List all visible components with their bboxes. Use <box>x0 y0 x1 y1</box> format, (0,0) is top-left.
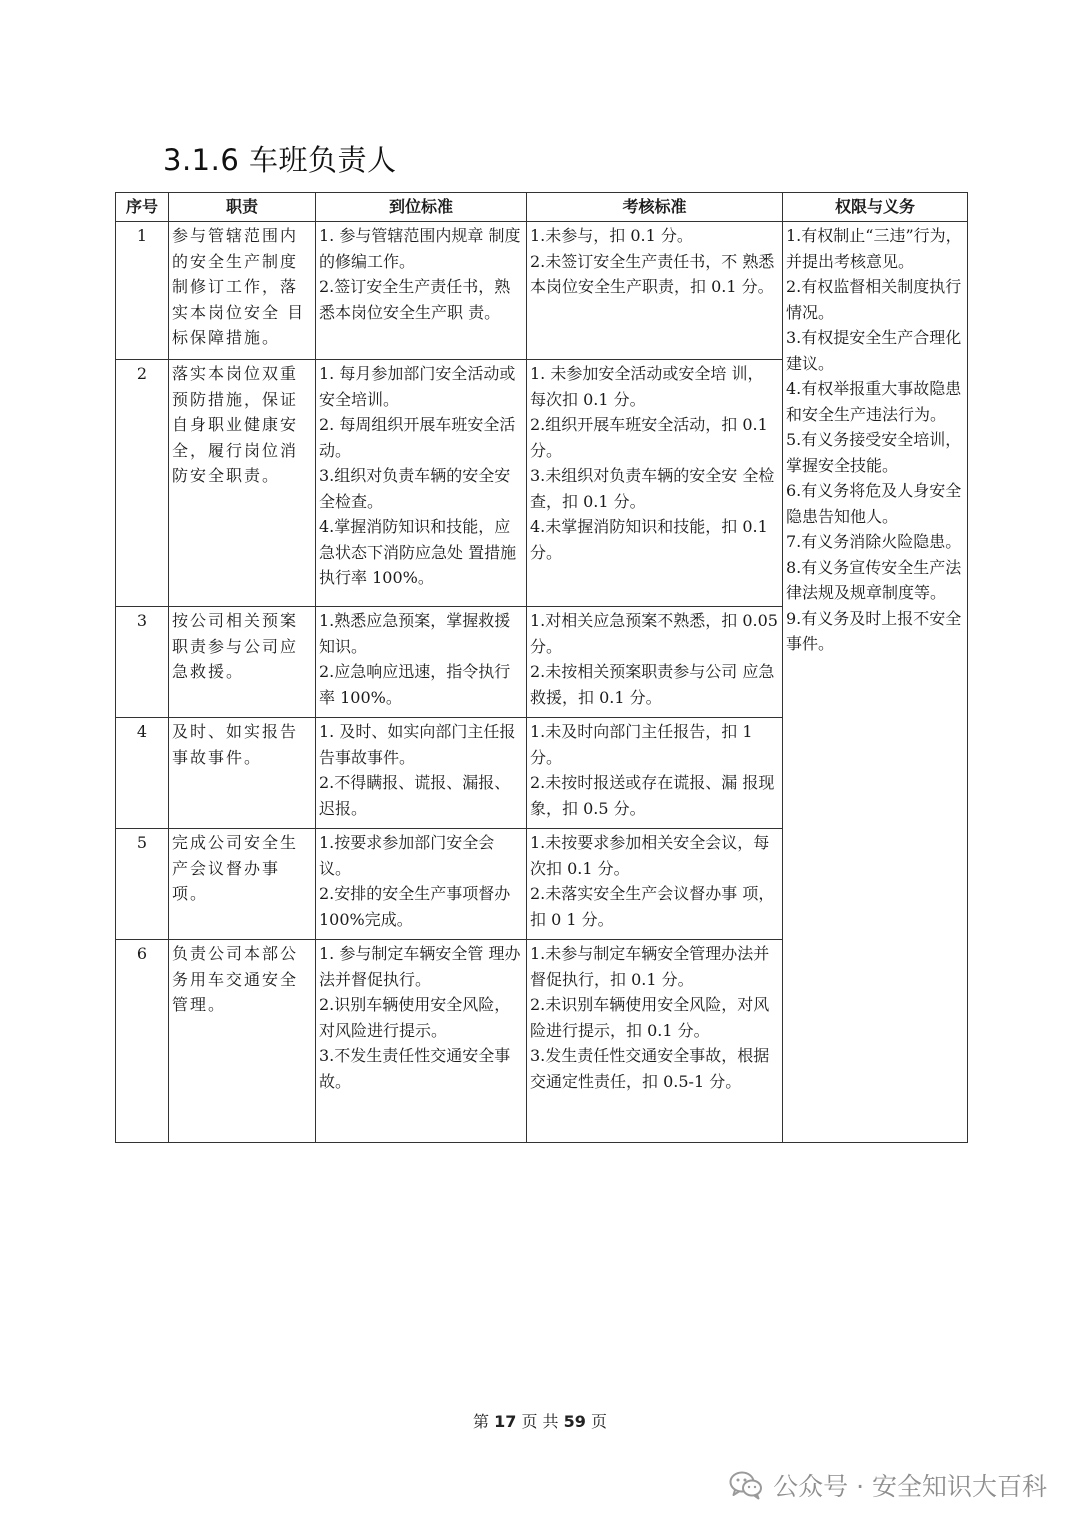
responsibility-table <box>115 192 968 1143</box>
wechat-icon <box>729 1470 763 1500</box>
duty-cell: 及时、如实报告事故事件。 <box>169 718 316 829</box>
standard-item: 1.熟悉应急预案，掌握救援知识。 <box>319 611 511 656</box>
watermark-text: 公众号 · 安全知识大百科 <box>773 1472 1047 1501</box>
rights-item: 1.有权制止“三违”行为，并提出考核意见。 <box>786 226 962 271</box>
row-number: 5 <box>116 829 169 940</box>
standard-item: 2.签订安全生产责任书，熟悉本岗位安全生产职 责。 <box>319 277 511 322</box>
rights-cell <box>783 222 968 1143</box>
standard-item: 2.不得瞒报、谎报、漏报、 迟报。 <box>319 773 511 818</box>
row-number: 3 <box>116 607 169 718</box>
assessment-item: 1.未按要求参加相关安全会议，每次扣 0.1 分。 <box>530 833 770 878</box>
header-no: 序号 <box>116 193 169 222</box>
duty-cell: 完成公司安全生产会议督办事项。 <box>169 829 316 940</box>
assessment-item: 2.未按相关预案职责参与公司 应急救援，扣 0.1 分。 <box>530 662 775 707</box>
footer-prefix: 第 <box>472 1412 489 1431</box>
standard-item: 1. 每月参加部门安全活动或安全培训。 <box>319 364 516 409</box>
current-page-number: 17 <box>494 1412 517 1431</box>
standard-item: 2.安排的安全生产事项督办 100%完成。 <box>319 884 511 929</box>
header-rights: 权限与义务 <box>783 193 968 222</box>
standard-item: 1. 及时、如实向部门主任报告事故事件。 <box>319 722 516 767</box>
header-duty: 职责 <box>169 193 316 222</box>
row-number: 4 <box>116 718 169 829</box>
assessment-item: 1.未参与制定车辆安全管理办法并督促执行，扣 0.1 分。 <box>530 944 770 989</box>
duty-cell: 落实本岗位双重预防措施，保证自身职业健康安全，履行岗位消防安全职责。 <box>169 360 316 607</box>
table-row <box>116 222 968 360</box>
standard-item: 1. 参与管辖范围内规章 制度的修编工作。 <box>319 226 521 271</box>
total-pages-number: 59 <box>563 1412 586 1431</box>
standard-item: 3.组织对负责车辆的安全安全检查。 <box>319 466 511 511</box>
footer-middle: 页 共 <box>521 1412 559 1431</box>
assessment-item: 1.未及时向部门主任报告，扣 1 分。 <box>530 722 753 767</box>
assessment-cell <box>527 607 783 718</box>
row-number: 6 <box>116 940 169 1143</box>
assessment-item: 2.组织开展车班安全活动，扣 0.1 分。 <box>530 415 768 460</box>
assessment-item: 2.未按时报送或存在谎报、漏 报现象，扣 0.5 分。 <box>530 773 775 818</box>
assessment-item: 1.未参与，扣 0.1 分。 <box>530 226 693 245</box>
rights-item: 9.有义务及时上报不安全事件。 <box>786 608 962 653</box>
row-number: 2 <box>116 360 169 607</box>
assessment-item: 2.未签订安全生产责任书，不 熟悉本岗位安全生产职责，扣 0.1 分。 <box>530 251 775 296</box>
section-title: 3.1.6 车班负责人 <box>163 143 397 177</box>
standard-cell <box>316 718 527 829</box>
standard-item: 2.应急响应迅速，指令执行率 100%。 <box>319 662 511 707</box>
rights-item: 3.有权提安全生产合理化建议。 <box>786 328 962 373</box>
assessment-cell <box>527 360 783 607</box>
rights-item: 8.有义务宣传安全生产法律法规及规章制度等。 <box>786 557 962 602</box>
assessment-item: 4.未掌握消防知识和技能，扣 0.1 分。 <box>530 517 768 562</box>
assessment-item: 2.未落实安全生产会议督办事 项，扣 0 1 分。 <box>530 884 775 929</box>
assessment-cell <box>527 222 783 360</box>
standard-item: 2. 每周组织开展车班安全活动。 <box>319 415 516 460</box>
header-assessment: 考核标准 <box>527 193 783 222</box>
assessment-item: 3.未组织对负责车辆的安全安 全检查，扣 0.1 分。 <box>530 466 775 511</box>
standard-cell <box>316 607 527 718</box>
page-footer <box>0 1409 1080 1432</box>
rights-item: 7.有义务消除火险隐患。 <box>786 532 962 551</box>
rights-item: 4.有权举报重大事故隐患和安全生产违法行为。 <box>786 379 962 424</box>
rights-item: 6.有义务将危及人身安全隐患告知他人。 <box>786 481 962 526</box>
row-number: 1 <box>116 222 169 360</box>
duty-cell: 负责公司本部公务用车交通安全管理。 <box>169 940 316 1143</box>
watermark <box>729 1467 1047 1503</box>
table-header-row <box>116 193 968 222</box>
rights-item: 5.有义务接受安全培训，掌握安全技能。 <box>786 430 962 475</box>
assessment-item: 1.对相关应急预案不熟悉，扣 0.05 分。 <box>530 611 778 656</box>
standard-cell <box>316 222 527 360</box>
assessment-cell <box>527 829 783 940</box>
standard-item: 2.识别车辆使用安全风险，对风险进行提示。 <box>319 995 511 1040</box>
standard-item: 3.不发生责任性交通安全事故。 <box>319 1046 511 1091</box>
assessment-item: 1. 未参加安全活动或安全培 训，每次扣 0.1 分。 <box>530 364 764 409</box>
assessment-item: 2.未识别车辆使用安全风险，对风险进行提示，扣 0.1 分。 <box>530 995 770 1040</box>
standard-cell <box>316 940 527 1143</box>
duty-cell: 参与管辖范围内的安全生产制度制修订工作，落实本岗位安全 目标保障措施。 <box>169 222 316 360</box>
footer-suffix: 页 <box>591 1412 608 1431</box>
standard-item: 4.掌握消防知识和技能，应急状态下消防应急处 置措施执行率 100%。 <box>319 517 517 587</box>
assessment-cell <box>527 940 783 1143</box>
standard-cell <box>316 360 527 607</box>
standard-item: 1. 参与制定车辆安全管 理办法并督促执行。 <box>319 944 521 989</box>
standard-item: 1.按要求参加部门安全会议。 <box>319 833 495 878</box>
assessment-item: 3.发生责任性交通安全事故，根据交通定性责任，扣 0.5-1 分。 <box>530 1046 770 1091</box>
assessment-cell <box>527 718 783 829</box>
standard-cell <box>316 829 527 940</box>
header-standard: 到位标准 <box>316 193 527 222</box>
rights-item: 2.有权监督相关制度执行情况。 <box>786 277 962 322</box>
duty-cell: 按公司相关预案职责参与公司应急救援。 <box>169 607 316 718</box>
